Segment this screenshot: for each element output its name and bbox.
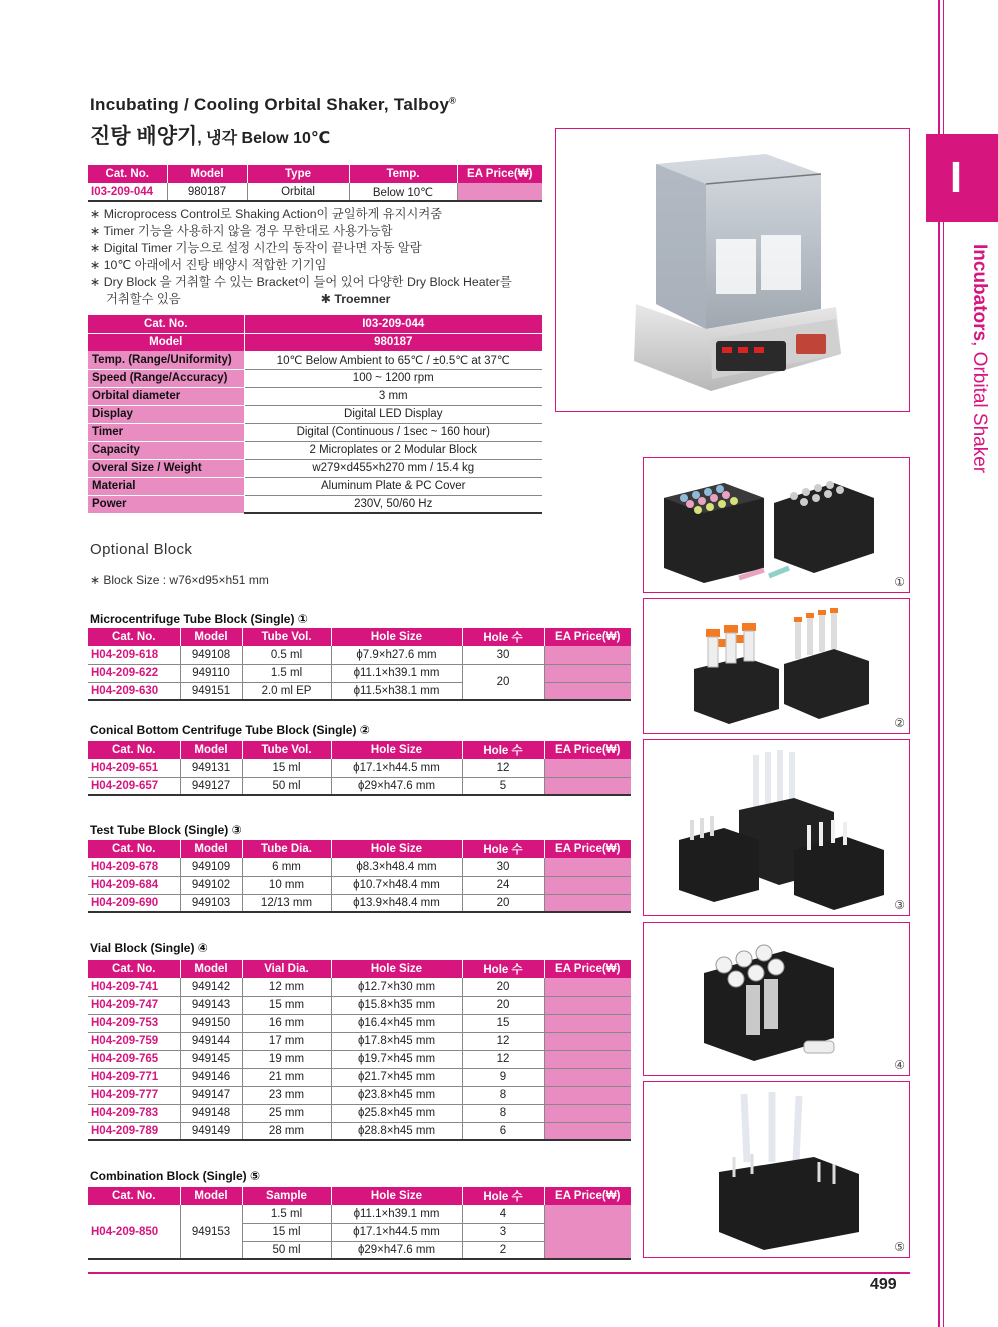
main-th-temp: Temp.: [349, 165, 457, 183]
block-title-combination: Combination Block (Single) ⑤: [90, 1169, 261, 1183]
main-product-table: [88, 165, 542, 202]
cell-cat: H04-209-678: [88, 858, 180, 876]
th-price: EA Price(₩): [544, 840, 631, 858]
th-vial-dia: Vial Dia.: [242, 960, 331, 978]
main-temp: Below 10℃: [349, 183, 457, 201]
cell-model: 949108: [180, 646, 242, 664]
cell-hole-count: 12: [462, 1032, 544, 1050]
cell-price: [544, 646, 631, 664]
vertical-title-rest: , Orbital Shaker: [969, 341, 990, 474]
cell-model: 949149: [180, 1122, 242, 1140]
th-model: Model: [180, 960, 242, 978]
main-th-model: Model: [167, 165, 247, 183]
spec-value: 230V, 50/60 Hz: [244, 495, 542, 513]
spec-th-model-value: 980187: [244, 333, 542, 351]
cell-hole-size: ϕ29×h47.6 mm: [331, 777, 462, 795]
vertical-title-bold: Incubators: [969, 244, 990, 342]
th-model: Model: [180, 1187, 242, 1205]
cell-hole-count: 20: [462, 664, 544, 700]
spec-label: Orbital diameter: [88, 387, 244, 405]
cell-price: [544, 1068, 631, 1086]
th-tube-vol: Tube Vol.: [242, 628, 331, 646]
th-hole-count: Hole 수: [462, 628, 544, 646]
cell-model: 949145: [180, 1050, 242, 1068]
th-price: EA Price(₩): [544, 960, 631, 978]
cell-model: 949143: [180, 996, 242, 1014]
cell-cat: H04-209-651: [88, 759, 180, 777]
page-number: 499: [870, 1276, 897, 1293]
cell-hole-size: ϕ15.8×h35 mm: [331, 996, 462, 1014]
cell-cat: H04-209-657: [88, 777, 180, 795]
cell-vol: 0.5 ml: [242, 646, 331, 664]
th-price: EA Price(₩): [544, 741, 631, 759]
main-type: Orbital: [247, 183, 349, 201]
cell-price: [544, 876, 631, 894]
th-cat: Cat. No.: [88, 840, 180, 858]
feature-notes: [90, 206, 512, 308]
cell-hole-size: ϕ23.8×h45 mm: [331, 1086, 462, 1104]
cell-model: 949146: [180, 1068, 242, 1086]
cell-vol: 2.0 ml EP: [242, 682, 331, 700]
main-model: 980187: [167, 183, 247, 201]
spec-value: 10℃ Below Ambient to 65℃ / ±0.5℃ at 37℃: [244, 351, 542, 369]
cell-dia: 23 mm: [242, 1086, 331, 1104]
spec-value: 3 mm: [244, 387, 542, 405]
cell-hole-count: 3: [462, 1223, 544, 1241]
block-photo-4: [643, 922, 910, 1076]
main-th-cat: Cat. No.: [88, 165, 167, 183]
block-title-microcentrifuge: Microcentrifuge Tube Block (Single) ①: [90, 612, 308, 626]
cell-dia: 16 mm: [242, 1014, 331, 1032]
registered-mark: ®: [449, 95, 457, 106]
cell-price: [544, 682, 631, 700]
note-line: ∗ Timer 기능을 사용하지 않을 경우 무한대로 사용가능함: [90, 224, 393, 238]
cell-sample: 50 ml: [242, 1241, 331, 1259]
cell-sample: 1.5 ml: [242, 1205, 331, 1223]
optional-note: ∗ Block Size : w76×d95×h51 mm: [90, 573, 269, 587]
cell-hole-size: ϕ29×h47.6 mm: [331, 1241, 462, 1259]
cell-cat: H04-209-690: [88, 894, 180, 912]
th-price: EA Price(₩): [544, 1187, 631, 1205]
section-tab: [926, 134, 998, 222]
cell-price: [544, 858, 631, 876]
main-th-price: EA Price(₩): [457, 165, 542, 183]
cell-dia: 21 mm: [242, 1068, 331, 1086]
spec-label: Speed (Range/Accuracy): [88, 369, 244, 387]
cell-price: [544, 1122, 631, 1140]
spec-value: Aluminum Plate & PC Cover: [244, 477, 542, 495]
vial-block-illustration: [644, 923, 910, 1076]
spec-value: 100 ~ 1200 rpm: [244, 369, 542, 387]
spec-value: w279×d455×h270 mm / 15.4 kg: [244, 459, 542, 477]
th-hole-size: Hole Size: [331, 960, 462, 978]
cell-hole-size: ϕ8.3×h48.4 mm: [331, 858, 462, 876]
cell-dia: 19 mm: [242, 1050, 331, 1068]
th-hole-size: Hole Size: [331, 741, 462, 759]
cell-hole-size: ϕ25.8×h45 mm: [331, 1104, 462, 1122]
microcentrifuge-block-illustration: [644, 458, 910, 593]
cell-hole-count: 6: [462, 1122, 544, 1140]
block-table-conical: [88, 741, 631, 796]
note-line: ∗ Digital Timer 기능으로 설정 시간의 동작이 끝나면 자동 알람: [90, 241, 422, 255]
th-tube-dia: Tube Dia.: [242, 840, 331, 858]
cell-hole-size: ϕ17.8×h45 mm: [331, 1032, 462, 1050]
note-line: ∗ Microprocess Control로 Shaking Action이 균일하게 유지시켜줌: [90, 207, 443, 221]
note-line-text: 거취할수 있음: [106, 292, 181, 306]
block-photo-3: [643, 739, 910, 916]
cell-model: 949148: [180, 1104, 242, 1122]
cell-hole-size: ϕ17.1×h44.5 mm: [331, 759, 462, 777]
product-subtitle: [90, 120, 330, 150]
main-th-type: Type: [247, 165, 349, 183]
cell-model: 949127: [180, 777, 242, 795]
cell-cat: H04-209-684: [88, 876, 180, 894]
cell-hole-count: 12: [462, 759, 544, 777]
th-cat: Cat. No.: [88, 1187, 180, 1205]
th-hole-size: Hole Size: [331, 840, 462, 858]
cell-hole-size: ϕ17.1×h44.5 mm: [331, 1223, 462, 1241]
spec-label: Material: [88, 477, 244, 495]
photo-number: ②: [894, 716, 905, 730]
cell-model: 949151: [180, 682, 242, 700]
spec-label: Capacity: [88, 441, 244, 459]
cell-hole-count: 30: [462, 646, 544, 664]
cell-hole-size: ϕ13.9×h48.4 mm: [331, 894, 462, 912]
cell-price: [544, 759, 631, 777]
th-cat: Cat. No.: [88, 741, 180, 759]
cell-price: [544, 996, 631, 1014]
cell-hole-count: 4: [462, 1205, 544, 1223]
cell-price: [544, 1086, 631, 1104]
th-price: EA Price(₩): [544, 628, 631, 646]
cell-hole-size: ϕ11.1×h39.1 mm: [331, 1205, 462, 1223]
cell-cat: H04-209-789: [88, 1122, 180, 1140]
spec-value: Digital LED Display: [244, 405, 542, 423]
combination-block-illustration: [644, 1082, 910, 1258]
cell-price: [544, 1014, 631, 1032]
cell-cat: H04-209-618: [88, 646, 180, 664]
photo-number: ④: [894, 1058, 905, 1072]
th-model: Model: [180, 741, 242, 759]
shaker-illustration: [556, 129, 910, 412]
th-hole-count: Hole 수: [462, 960, 544, 978]
th-hole-count: Hole 수: [462, 741, 544, 759]
brand-name: ✱ Troemner: [320, 292, 391, 306]
th-sample: Sample: [242, 1187, 331, 1205]
cell-dia: 10 mm: [242, 876, 331, 894]
th-cat: Cat. No.: [88, 628, 180, 646]
spec-value: 2 Microplates or 2 Modular Block: [244, 441, 542, 459]
cell-hole-count: 5: [462, 777, 544, 795]
spec-label: Temp. (Range/Uniformity): [88, 351, 244, 369]
cell-dia: 6 mm: [242, 858, 331, 876]
cell-price: [544, 777, 631, 795]
cell-hole-size: ϕ28.8×h45 mm: [331, 1122, 462, 1140]
cell-model: 949102: [180, 876, 242, 894]
main-price: [457, 183, 542, 201]
th-hole-count: Hole 수: [462, 840, 544, 858]
cell-model: 949142: [180, 978, 242, 996]
cell-cat: H04-209-747: [88, 996, 180, 1014]
cell-model: 949109: [180, 858, 242, 876]
cell-hole-size: ϕ12.7×h30 mm: [331, 978, 462, 996]
cell-model: 949110: [180, 664, 242, 682]
cell-cat: H04-209-753: [88, 1014, 180, 1032]
cell-cat: H04-209-622: [88, 664, 180, 682]
spec-label: Display: [88, 405, 244, 423]
main-cat-no: I03-209-044: [88, 183, 167, 201]
cell-hole-size: ϕ11.1×h39.1 mm: [331, 664, 462, 682]
spec-label: Timer: [88, 423, 244, 441]
cell-hole-count: 20: [462, 978, 544, 996]
cell-vol: 15 ml: [242, 759, 331, 777]
note-line: [90, 291, 512, 308]
cell-model: 949153: [180, 1205, 242, 1259]
cell-hole-size: ϕ21.7×h45 mm: [331, 1068, 462, 1086]
section-tab-letter: I: [949, 153, 963, 202]
spec-th-cat: Cat. No.: [88, 315, 244, 333]
cell-hole-count: 30: [462, 858, 544, 876]
cell-hole-count: 2: [462, 1241, 544, 1259]
cell-cat: H04-209-741: [88, 978, 180, 996]
footer-rule: [88, 1272, 910, 1274]
shaker-photo: [555, 128, 910, 412]
cell-price: [544, 1104, 631, 1122]
cell-price: [544, 664, 631, 682]
block-title-conical: Conical Bottom Centrifuge Tube Block (Single) ②: [90, 723, 370, 737]
cell-dia: 28 mm: [242, 1122, 331, 1140]
note-line: ∗ Dry Block 을 거취할 수 있는 Bracket이 들어 있어 다양한 Dry Block Heater를: [90, 275, 512, 289]
spec-th-model: Model: [88, 333, 244, 351]
conical-block-illustration: [644, 599, 910, 734]
cell-hole-size: ϕ16.4×h45 mm: [331, 1014, 462, 1032]
th-model: Model: [180, 840, 242, 858]
th-hole-size: Hole Size: [331, 1187, 462, 1205]
th-cat: Cat. No.: [88, 960, 180, 978]
cell-cat: H04-209-630: [88, 682, 180, 700]
cell-dia: 12 mm: [242, 978, 331, 996]
test-tube-block-illustration: [644, 740, 910, 916]
cell-cat: H04-209-783: [88, 1104, 180, 1122]
cell-price: [544, 1205, 631, 1259]
photo-number: ③: [894, 898, 905, 912]
spec-label: Power: [88, 495, 244, 513]
cell-hole-count: 8: [462, 1086, 544, 1104]
block-table-combination: [88, 1187, 631, 1260]
note-line: ∗ 10℃ 아래에서 진탕 배양시 적합한 기기임: [90, 258, 327, 272]
cell-price: [544, 894, 631, 912]
cell-hole-count: 24: [462, 876, 544, 894]
spec-value: Digital (Continuous / 1sec ~ 160 hour): [244, 423, 542, 441]
cell-model: 949147: [180, 1086, 242, 1104]
photo-number: ①: [894, 575, 905, 589]
photo-number: ⑤: [894, 1240, 905, 1254]
cell-hole-count: 12: [462, 1050, 544, 1068]
th-hole-count: Hole 수: [462, 1187, 544, 1205]
cell-hole-count: 20: [462, 894, 544, 912]
cell-vol: 1.5 ml: [242, 664, 331, 682]
cell-price: [544, 1050, 631, 1068]
cell-hole-size: ϕ7.9×h27.6 mm: [331, 646, 462, 664]
cell-model: 949131: [180, 759, 242, 777]
cell-price: [544, 1032, 631, 1050]
cell-dia: 15 mm: [242, 996, 331, 1014]
cell-cat: H04-209-771: [88, 1068, 180, 1086]
cell-dia: 17 mm: [242, 1032, 331, 1050]
cell-vol: 50 ml: [242, 777, 331, 795]
block-photo-1: [643, 457, 910, 593]
cell-hole-size: ϕ10.7×h48.4 mm: [331, 876, 462, 894]
cell-hole-count: 9: [462, 1068, 544, 1086]
th-model: Model: [180, 628, 242, 646]
block-title-vial: Vial Block (Single) ④: [90, 941, 208, 955]
cell-dia: 25 mm: [242, 1104, 331, 1122]
block-title-test-tube: Test Tube Block (Single) ③: [90, 823, 242, 837]
product-subtitle-kr: 진탕 배양기: [90, 125, 198, 148]
block-photo-5: [643, 1081, 910, 1258]
spec-th-cat-value: I03-209-044: [244, 315, 542, 333]
product-title-text: Incubating / Cooling Orbital Shaker, Talboy: [90, 95, 450, 114]
spec-table: [88, 315, 542, 514]
th-tube-vol: Tube Vol.: [242, 741, 331, 759]
cell-cat: H04-209-765: [88, 1050, 180, 1068]
block-table-vial: [88, 960, 631, 1141]
cell-cat: H04-209-777: [88, 1086, 180, 1104]
th-hole-size: Hole Size: [331, 628, 462, 646]
cell-cat: H04-209-850: [88, 1205, 180, 1259]
cell-hole-size: ϕ19.7×h45 mm: [331, 1050, 462, 1068]
cell-price: [544, 978, 631, 996]
cell-hole-size: ϕ11.5×h38.1 mm: [331, 682, 462, 700]
product-subtitle-rest: , 냉각 Below 10℃: [197, 130, 331, 147]
cell-model: 949103: [180, 894, 242, 912]
cell-model: 949144: [180, 1032, 242, 1050]
block-table-test-tube: [88, 840, 631, 913]
cell-hole-count: 8: [462, 1104, 544, 1122]
cell-hole-count: 15: [462, 1014, 544, 1032]
cell-dia: 12/13 mm: [242, 894, 331, 912]
spec-label: Overal Size / Weight: [88, 459, 244, 477]
cell-model: 949150: [180, 1014, 242, 1032]
product-title: [90, 95, 456, 115]
cell-cat: H04-209-759: [88, 1032, 180, 1050]
optional-heading: Optional Block: [90, 541, 193, 558]
section-vertical-title: [950, 244, 990, 524]
block-photo-2: [643, 598, 910, 734]
block-table-microcentrifuge: [88, 628, 631, 701]
cell-sample: 15 ml: [242, 1223, 331, 1241]
cell-hole-count: 20: [462, 996, 544, 1014]
